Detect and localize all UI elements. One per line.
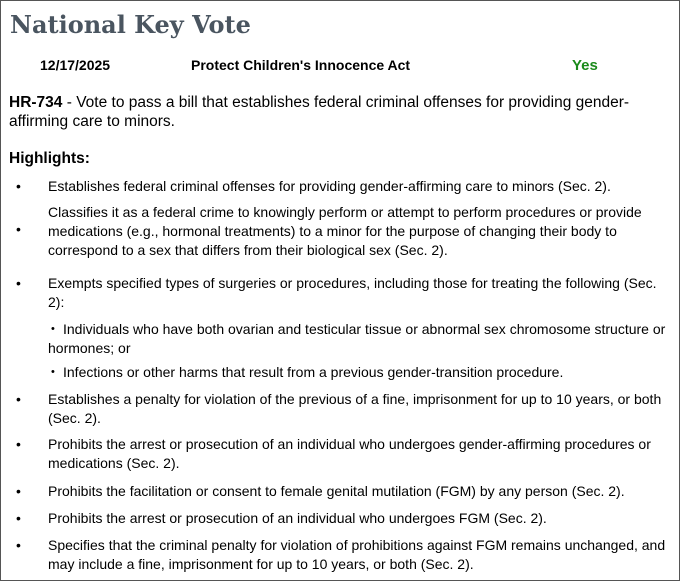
highlight-text: Prohibits the facilitation or consent to female genital mutilation (FGM) by any person (Sec. 2). [48,483,625,499]
highlights-heading: Highlights: [9,150,90,167]
bullet-icon: • [16,221,21,237]
highlight-text: Establishes a penalty for violation of the previous of a fine, imprisonment for up to 10 years, or both (Sec. 2). [48,391,662,426]
highlight-text: Prohibits the arrest or prosecution of an individual who undergoes gender-affirming procedures or medications (Sec. 2). [48,436,651,471]
highlight-subitem-text: Infections or other harms that result from a previous gender-transition procedure. [63,364,564,380]
bullet-icon: • [51,323,55,335]
bullet-icon: • [51,366,55,378]
bullet-icon: • [16,436,21,452]
bullet-icon: • [16,391,21,407]
highlight-text: Establishes federal criminal offenses for providing gender-affirming care to minors (Sec. 2). [48,178,611,194]
vote-bill-name: Protect Children's Innocence Act [191,57,411,73]
highlight-subitem-text: Individuals who have both ovarian and testicular tissue or abnormal sex chromosome structure or hormones; or [48,321,666,356]
bullet-icon: • [16,275,21,291]
bullet-icon: • [16,483,21,499]
highlight-text: Prohibits the arrest or prosecution of an individual who undergoes FGM (Sec. 2). [48,510,547,526]
bullet-icon: • [16,510,21,526]
bullet-icon: • [16,537,21,553]
highlight-text: Specifies that the criminal penalty for violation of prohibitions against FGM remains unchanged, and may include a fine, imprisonment for up to 10 years, or both (Sec. 2). [48,537,666,572]
bullet-icon: • [16,178,21,194]
bill-number: HR-734 [9,94,63,111]
vote-date: 12/17/2025 [40,57,111,73]
bill-description: - Vote to pass a bill that establishes federal criminal offenses for providing gender-affirming care to minors. [9,94,630,130]
page-title: National Key Vote [10,10,251,39]
highlight-text: Exempts specified types of surgeries or procedures, including those for treating the following (Sec. 2): [48,275,657,310]
bill-summary [9,93,649,131]
highlight-text: Classifies it as a federal crime to knowingly perform or attempt to perform procedures or provide medications (e.g., hormonal treatments) to a minor for the purpose of changing their body to correspond to a sex that differs from their biological sex (Sec. 2). [48,204,642,258]
vote-row [1,55,679,75]
vote-result: Yes [572,57,598,74]
